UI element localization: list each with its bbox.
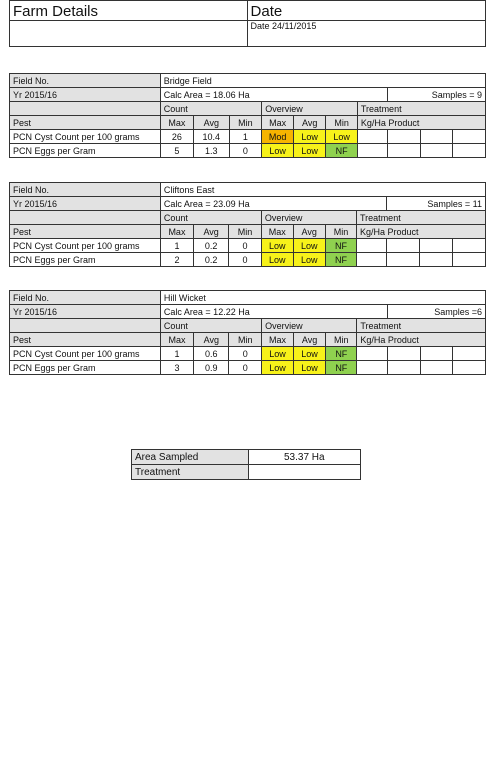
samples-count: Samples = 9 bbox=[388, 88, 486, 102]
treatment-cell bbox=[420, 144, 452, 158]
field-table bbox=[9, 182, 486, 267]
count-min: 0 bbox=[229, 347, 262, 361]
count-avg: 0.9 bbox=[194, 361, 229, 375]
overview-level: Low bbox=[326, 130, 358, 144]
blank-header-cell bbox=[10, 211, 161, 225]
count-header: Count bbox=[160, 319, 261, 333]
field-name: Cliftons East bbox=[160, 183, 485, 197]
treatment-cell bbox=[387, 361, 420, 375]
overview-level: Low bbox=[294, 144, 326, 158]
avg-header: Avg bbox=[194, 225, 229, 239]
treatment-cell bbox=[387, 253, 420, 267]
max-header: Max bbox=[160, 333, 193, 347]
overview-level: NF bbox=[326, 347, 357, 361]
treatment-cell bbox=[387, 347, 420, 361]
count-min: 0 bbox=[229, 144, 262, 158]
treatment-cell bbox=[357, 361, 388, 375]
samples-count: Samples = 11 bbox=[387, 197, 486, 211]
field-name: Hill Wicket bbox=[160, 291, 485, 305]
samples-count: Samples =6 bbox=[387, 305, 485, 319]
pest-name: PCN Cyst Count per 100 grams bbox=[10, 130, 161, 144]
count-header: Count bbox=[160, 102, 261, 116]
treatment-cell bbox=[420, 239, 452, 253]
overview-level: Low bbox=[294, 130, 326, 144]
treatment-cell bbox=[420, 130, 452, 144]
treatment-cell bbox=[452, 239, 485, 253]
treatment-cell bbox=[452, 144, 485, 158]
kgha-product-header: Kg/Ha Product bbox=[357, 333, 486, 347]
min-header: Min bbox=[326, 333, 357, 347]
summary-table bbox=[131, 449, 361, 480]
overview-level: NF bbox=[326, 144, 358, 158]
date-value: Date 24/11/2015 bbox=[247, 21, 485, 47]
treatment-cell bbox=[420, 253, 452, 267]
pest-name: PCN Cyst Count per 100 grams bbox=[10, 239, 161, 253]
avg-header: Avg bbox=[293, 225, 325, 239]
field-table bbox=[9, 73, 486, 158]
calc-area: Calc Area = 23.09 Ha bbox=[160, 197, 386, 211]
count-avg: 10.4 bbox=[193, 130, 229, 144]
overview-level: Low bbox=[293, 347, 325, 361]
count-min: 0 bbox=[229, 361, 262, 375]
max-header: Max bbox=[261, 225, 293, 239]
overview-level: NF bbox=[325, 239, 356, 253]
count-min: 0 bbox=[229, 253, 262, 267]
area-sampled-label: Area Sampled bbox=[132, 450, 249, 465]
blank-header-cell bbox=[10, 102, 161, 116]
count-max: 5 bbox=[160, 144, 193, 158]
overview-header: Overview bbox=[261, 211, 356, 225]
pest-header: Pest bbox=[10, 333, 161, 347]
max-header: Max bbox=[262, 333, 294, 347]
year-label: Yr 2015/16 bbox=[10, 305, 161, 319]
field-no-label: Field No. bbox=[10, 74, 161, 88]
avg-header: Avg bbox=[294, 116, 326, 130]
overview-level: Low bbox=[262, 347, 294, 361]
min-header: Min bbox=[229, 116, 262, 130]
date-label: Date bbox=[247, 1, 485, 21]
max-header: Max bbox=[160, 225, 193, 239]
max-header: Max bbox=[262, 116, 294, 130]
count-min: 1 bbox=[229, 130, 262, 144]
treatment-cell bbox=[452, 347, 485, 361]
area-sampled-value: 53.37 Ha bbox=[248, 450, 360, 465]
treatment-cell bbox=[387, 239, 420, 253]
treatment-cell bbox=[452, 361, 485, 375]
pest-name: PCN Cyst Count per 100 grams bbox=[10, 347, 161, 361]
treatment-header: Treatment bbox=[357, 319, 486, 333]
count-max: 2 bbox=[160, 253, 193, 267]
pest-name: PCN Eggs per Gram bbox=[10, 253, 161, 267]
overview-level: Low bbox=[261, 239, 293, 253]
min-header: Min bbox=[229, 333, 262, 347]
treatment-header: Treatment bbox=[357, 102, 485, 116]
treatment-cell bbox=[420, 361, 452, 375]
min-header: Min bbox=[325, 225, 356, 239]
treatment-cell bbox=[357, 130, 387, 144]
count-max: 1 bbox=[160, 347, 193, 361]
pest-header: Pest bbox=[10, 225, 161, 239]
max-header: Max bbox=[160, 116, 193, 130]
overview-level: NF bbox=[326, 361, 357, 375]
calc-area: Calc Area = 12.22 Ha bbox=[160, 305, 387, 319]
field-name: Bridge Field bbox=[160, 74, 485, 88]
pest-header: Pest bbox=[10, 116, 161, 130]
overview-level: Low bbox=[261, 253, 293, 267]
year-label: Yr 2015/16 bbox=[10, 197, 161, 211]
overview-level: Low bbox=[293, 253, 325, 267]
count-avg: 0.2 bbox=[194, 253, 229, 267]
count-max: 1 bbox=[160, 239, 193, 253]
treatment-cell bbox=[357, 144, 387, 158]
calc-area: Calc Area = 18.06 Ha bbox=[160, 88, 387, 102]
avg-header: Avg bbox=[293, 333, 325, 347]
overview-header: Overview bbox=[262, 102, 358, 116]
treatment-cell bbox=[420, 347, 452, 361]
treatment-header: Treatment bbox=[357, 211, 486, 225]
count-avg: 0.6 bbox=[194, 347, 229, 361]
field-no-label: Field No. bbox=[10, 183, 161, 197]
count-header: Count bbox=[160, 211, 261, 225]
field-no-label: Field No. bbox=[10, 291, 161, 305]
min-header: Min bbox=[229, 225, 262, 239]
treatment-value bbox=[248, 465, 360, 480]
count-avg: 0.2 bbox=[194, 239, 229, 253]
treatment-cell bbox=[452, 253, 485, 267]
count-max: 26 bbox=[160, 130, 193, 144]
pest-name: PCN Eggs per Gram bbox=[10, 361, 161, 375]
avg-header: Avg bbox=[193, 116, 229, 130]
pest-name: PCN Eggs per Gram bbox=[10, 144, 161, 158]
kgha-product-header: Kg/Ha Product bbox=[357, 225, 486, 239]
overview-level: Low bbox=[262, 144, 294, 158]
farm-header-table bbox=[9, 0, 486, 47]
avg-header: Avg bbox=[194, 333, 229, 347]
treatment-cell bbox=[388, 130, 421, 144]
overview-header: Overview bbox=[262, 319, 357, 333]
year-label: Yr 2015/16 bbox=[10, 88, 161, 102]
overview-level: Low bbox=[262, 361, 294, 375]
treatment-cell bbox=[357, 239, 387, 253]
count-avg: 1.3 bbox=[193, 144, 229, 158]
min-header: Min bbox=[326, 116, 358, 130]
overview-level: NF bbox=[325, 253, 356, 267]
treatment-label: Treatment bbox=[132, 465, 249, 480]
kgha-product-header: Kg/Ha Product bbox=[357, 116, 485, 130]
field-table bbox=[9, 290, 486, 375]
treatment-cell bbox=[357, 253, 387, 267]
treatment-cell bbox=[388, 144, 421, 158]
overview-level: Low bbox=[293, 361, 325, 375]
overview-level: Low bbox=[293, 239, 325, 253]
treatment-cell bbox=[357, 347, 388, 361]
farm-details-label: Farm Details bbox=[10, 1, 248, 21]
overview-level: Mod bbox=[262, 130, 294, 144]
farm-details-value bbox=[10, 21, 248, 47]
treatment-cell bbox=[452, 130, 485, 144]
count-min: 0 bbox=[229, 239, 262, 253]
count-max: 3 bbox=[160, 361, 193, 375]
blank-header-cell bbox=[10, 319, 161, 333]
